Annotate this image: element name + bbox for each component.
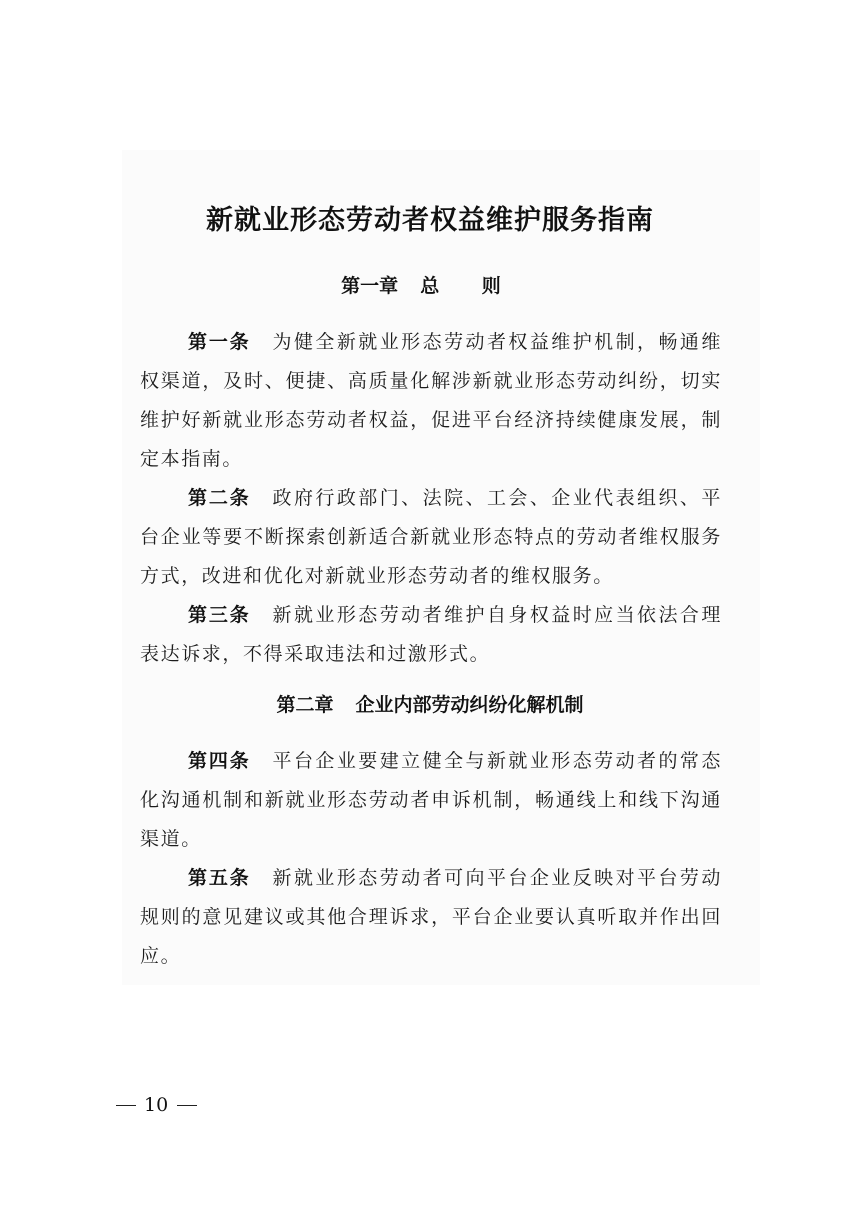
article	[140, 742, 722, 859]
article	[140, 596, 722, 674]
article-text: 平台企业要建立健全与新就业形态劳动者的常态化沟通机制和新就业形态劳动者申诉机制，畅通线上和线下沟通渠道。	[140, 750, 722, 850]
chapter-heading	[0, 271, 860, 298]
page-number	[116, 1093, 197, 1116]
page-number-value: 10	[144, 1094, 169, 1116]
page-number-dash	[116, 1105, 136, 1106]
chapter-label: 第一章	[341, 275, 399, 297]
article	[140, 859, 722, 976]
document-title: 新就业形态劳动者权益维护服务指南	[206, 205, 654, 236]
page-number-dash	[177, 1105, 197, 1106]
article	[140, 479, 722, 596]
article-text: 为健全新就业形态劳动者权益维护机制，畅通维权渠道，及时、便捷、高质量化解涉新就业形态劳动纠纷，切实维护好新就业形态劳动者权益，促进平台经济持续健康发展，制定本指南。	[140, 331, 722, 470]
article-text: 新就业形态劳动者可向平台企业反映对平台劳动规则的意见建议或其他合理诉求，平台企业要认真听取并作出回应。	[140, 867, 722, 967]
article-label: 第二条	[188, 487, 251, 509]
chapter-name: 企业内部劳动纠纷化解机制	[355, 694, 584, 716]
article-text: 政府行政部门、法院、工会、企业代表组织、平台企业等要不断探索创新适合新就业形态特点的劳动者维权服务方式，改进和优化对新就业形态劳动者的维权服务。	[140, 487, 722, 587]
chapter-name: 总 则	[420, 275, 519, 297]
chapter-heading	[0, 690, 860, 717]
article	[140, 323, 722, 479]
article-text: 新就业形态劳动者维护自身权益时应当依法合理表达诉求，不得采取违法和过激形式。	[140, 604, 722, 665]
article-label: 第一条	[188, 331, 251, 353]
article-label: 第三条	[188, 604, 251, 626]
article-label: 第五条	[188, 867, 251, 889]
chapter-label: 第二章	[276, 694, 334, 716]
article-label: 第四条	[188, 750, 251, 772]
